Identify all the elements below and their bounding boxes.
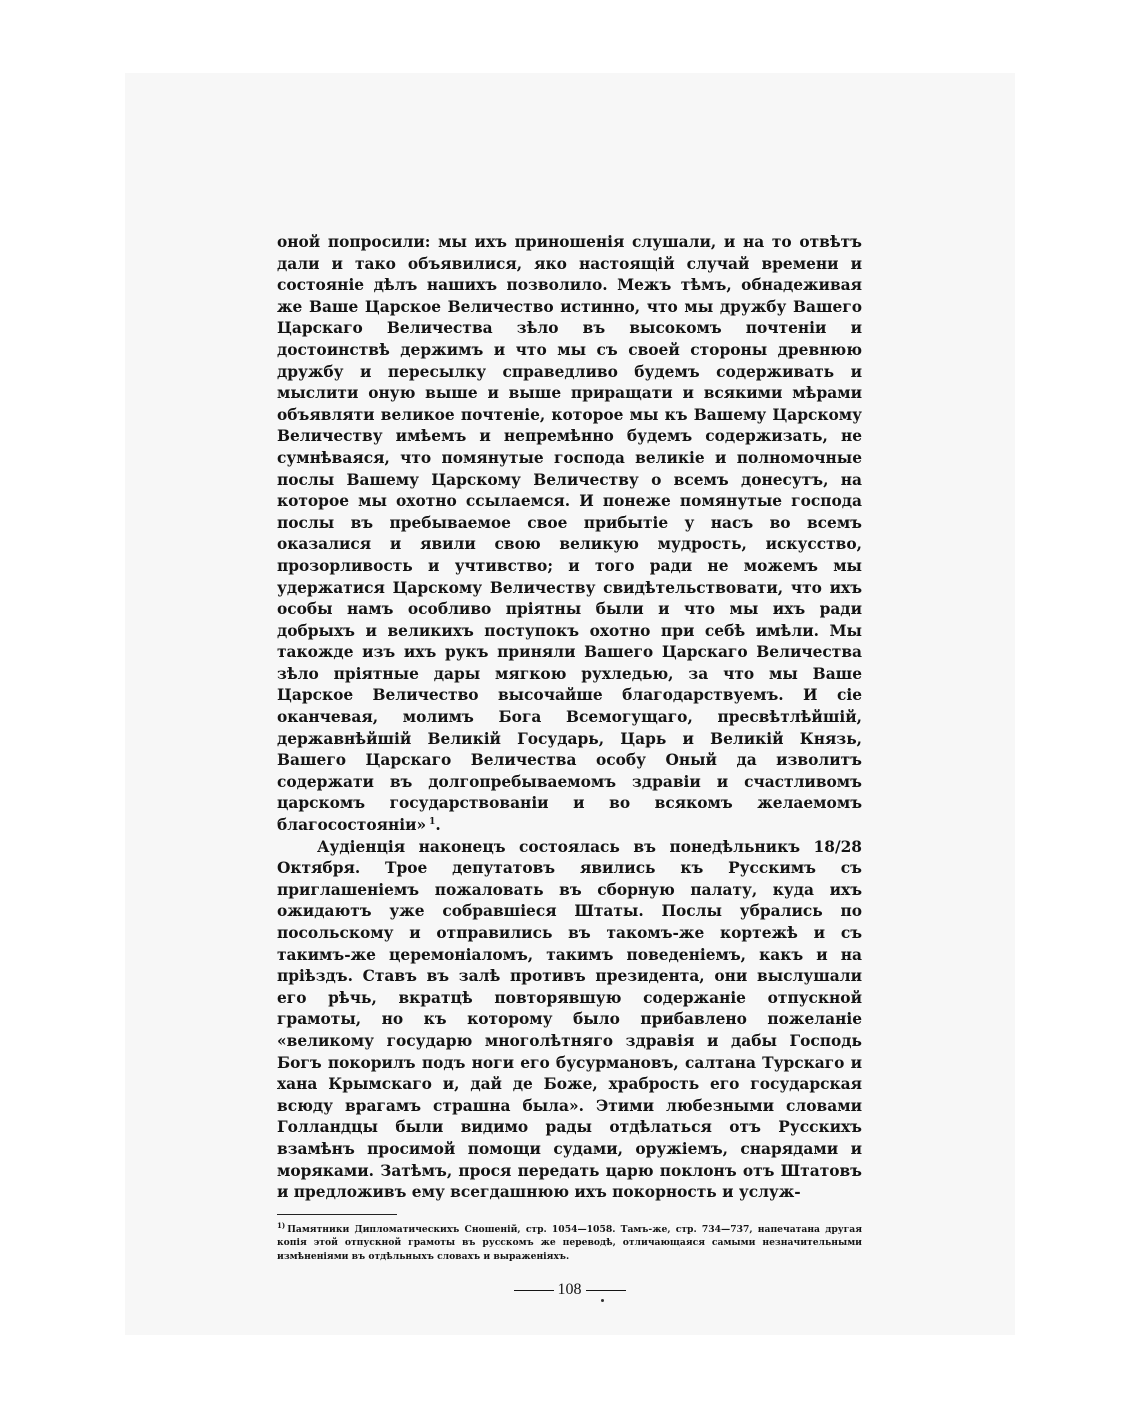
footnote-marker: 1) <box>277 1220 286 1230</box>
page-number <box>277 1281 862 1299</box>
footnote-text: Памятники Дипломатическихъ Сношеній, стр. 1054—1058. Тамъ-же, стр. 734—737, напечатана другая копія этой отпускной грамоты въ русскомъ же переводѣ, отличающаяся самыми незначительными измѣненіями въ отдѣльныхъ словахъ и выраженіяхъ. <box>277 1223 862 1262</box>
page-number-dash-right <box>586 1290 626 1292</box>
page-text-block <box>277 232 862 1299</box>
footnote-separator <box>277 1214 397 1215</box>
footnote-reference: 1 <box>429 816 436 827</box>
footnote <box>277 1220 862 1263</box>
paragraph-1-text: оной попросили: мы ихъ приношенія слушали, и на то отвѣтъ дали и тако объявилися, яко настоящій случай времени и состояніе дѣлъ нашихъ позволило. Межъ тѣмъ, обнадеживая же Ваше Царское Величество истинно, что мы дружбу Вашего Царскаго Величества зѣло въ высокомъ почтеніи и достоинствѣ держимъ и что мы съ своей стороны древнюю дружбу и пересылку справедливо будемъ содерживать и мыслити оную выше и выше приращати и всякими мѣрами объявляти великое почтеніе, которое мы къ Вашему Царскому Величеству имѣемъ и непремѣнно будемъ содержизать, не сумнѣваяся, что помянутые господа великіе и полномочные послы Вашему Царскому Величеству о всемъ донесутъ, на которое мы охотно ссылаемся. И понеже помянутые господа послы въ пребываемое свое прибытіе у насъ во всемъ оказалися и явили свою великую мудрость, искусство, прозорливость и учтивство; и того ради не можемъ мы удержатися Царскому Величеству свидѣтельствовати, что ихъ особы намъ особливо пріятны были и что мы ихъ ради добрыхъ и великихъ поступокъ охотно при себѣ имѣли. Мы такожде изъ ихъ рукъ приняли Вашего Царскаго Величества зѣло пріятные дары мягкою рухледью, за что мы Ваше Царское Величество высочайше благодарствуемъ. И сіе оканчевая, молимъ Бога Всемогущаго, пресвѣтлѣйшій, державнѣйшій Великій Государь, Царь и Великій Князь, Вашего Царскаго Величества особу Оный да изволитъ содержати въ долгопребываемомъ здравіи и счастливомъ царскомъ государствованіи и во всякомъ желаемомъ благосостояніи» <box>277 233 862 835</box>
scan-speck <box>601 1299 604 1302</box>
body-paragraph-1: оной попросили: мы ихъ приношенія слушали, и на то отвѣтъ дали и тако объявилися, яко настоящій случай времени и состояніе дѣлъ нашихъ позволило. Межъ тѣмъ, обнадеживая же Ваше Царское Величество истинно, что мы дружбу Вашего Царскаго Величества зѣло въ высокомъ почтеніи и достоинствѣ держимъ и что мы съ своей стороны древнюю дружбу и пересылку справедливо будемъ содерживать и мыслити оную выше и выше приращати и всякими мѣрами объявляти великое почтеніе, которое мы къ Вашему Царскому Величеству имѣемъ и непремѣнно будемъ содержизать, не сумнѣваяся, что помянутые господа великіе и полномочные послы Вашему Царскому Величеству о всемъ донесутъ, на которое мы охотно ссылаемся. И понеже помянутые господа послы въ пребываемое свое прибытіе у насъ во всемъ оказалися и явили свою великую мудрость, искусство, прозорливость и учтивство; и того ради не можемъ мы удержатися Царскому Величеству свидѣтельствовати, что ихъ особы намъ особливо пріятны были и что мы ихъ ради добрыхъ и великихъ поступокъ охотно при себѣ имѣли. Мы такожде изъ ихъ рукъ приняли Вашего Царскаго Величества зѣло пріятные дары мягкою рухледью, за что мы Ваше Царское Величество высочайше благодарствуемъ. И сіе оканчевая, молимъ Бога Всемогущаго, пресвѣтлѣйшій, державнѣйшій Великій Государь, Царь и Великій Князь, Вашего Царскаго Величества особу Оный да изволитъ содержати въ долгопребываемомъ здравіи и счастливомъ царскомъ государствованіи и во всякомъ желаемомъ благосостояніи» $^1$. <box>277 233 862 835</box>
page-number-dash-left <box>514 1290 554 1292</box>
body-paragraph-2: Аудіенція наконецъ состоялась въ понедѣльникъ 18/28 Октября. Трое депутатовъ явились къ Русскимъ съ приглашеніемъ пожаловать въ сборную палату, куда ихъ ожидаютъ уже собравшіеся Штаты. Послы убрались по посольскому и отправились въ такомъ-же кортежѣ и съ такимъ-же церемоніаломъ, такимъ поведеніемъ, какъ и на пріѣздъ. Ставъ въ залѣ противъ президента, они выслушали его рѣчь, вкратцѣ повторявшую содержаніе отпускной грамоты, но къ которому было прибавлено пожеланіе «великому государю многолѣтняго здравія и дабы Господь Богъ покорилъ подъ ноги его бусурмановъ, салтана Турскаго и хана Крымскаго и, дай де Боже, храбрость его государская всюду врагамъ страшна была». Этими любезными словами Голландцы были видимо рады отдѣлаться отъ Русскихъ взамѣнъ просимой помощи судами, оружіемъ, снарядами и моряками. Затѣмъ, прося передать царю поклонъ отъ Штатовъ и предложивъ ему всегдашнюю ихъ покорность и услуж- <box>277 837 862 1202</box>
page-number-value: 108 <box>557 1280 582 1298</box>
